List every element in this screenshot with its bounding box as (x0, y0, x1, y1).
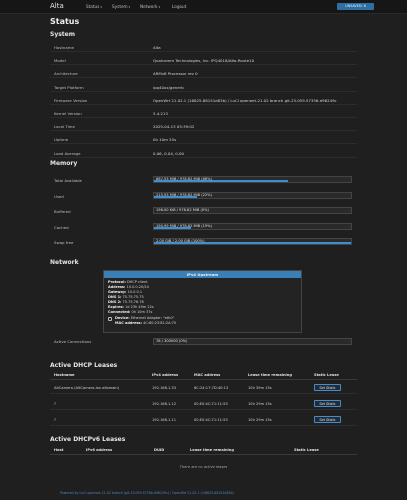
upstream-line-value: 75.75.75.75 (122, 295, 144, 299)
upstream-line (108, 295, 144, 299)
upstream-line (108, 285, 149, 289)
device-line: Device: Ethernet Adapter: "eth0" (115, 316, 175, 320)
col-hostname: Hostname (54, 373, 75, 377)
dhcpv6-section-title: Active DHCPv6 Leases (50, 436, 126, 443)
memory-row (50, 205, 357, 217)
top-navbar (0, 0, 407, 14)
upstream-line-label: Expires: (108, 305, 124, 309)
upstream-line-value: DHCP client (126, 280, 148, 284)
dhcpv6-table-header (50, 445, 357, 455)
chevron-down-icon: ▾ (158, 5, 160, 9)
system-row-value: 0.06, 0.04, 0.00 (153, 150, 184, 156)
memory-bar (153, 238, 352, 245)
upstream-line-value: 75.75.76.76 (122, 300, 144, 304)
ipv4-upstream-header: IPv4 Upstream (104, 271, 301, 278)
system-row-key: Target Platform (54, 84, 84, 90)
system-row (50, 81, 357, 92)
system-row (50, 107, 357, 118)
page-title: Status (50, 17, 80, 26)
active-connections-value: 78 / 300000 (0%) (156, 339, 188, 343)
nav-status[interactable]: Status▾ (86, 4, 102, 9)
system-row-value: 2025-04-13 05:39:02 (153, 124, 195, 130)
dhcp-lease-row (50, 381, 357, 394)
dhcp-cell-mac: 6C:24:17:7D:40:13 (194, 386, 229, 390)
system-row-value: 0h 10m 55s (153, 137, 177, 143)
col-host: Host (54, 448, 64, 452)
col-static: Static Lease (314, 373, 339, 377)
system-row (50, 41, 357, 52)
upstream-line-value: 1d 23h 49m 22s (125, 305, 154, 309)
upstream-line-label: Protocol: (108, 280, 126, 284)
dhcp-cell-mac: 00:E0:4C:71:11:53 (194, 418, 228, 422)
memory-bar (153, 207, 352, 214)
active-connections-row (50, 337, 357, 347)
memory-row-key: Total Available (54, 178, 82, 183)
ethernet-port-icon (108, 317, 112, 321)
set-static-button[interactable]: Set Static (314, 384, 341, 391)
active-connections-bar (153, 338, 352, 345)
dhcp-cell-ip: 192.168.1.33 (152, 386, 177, 390)
system-row-key: Kernel Version (54, 111, 82, 116)
memory-bar (153, 192, 352, 199)
system-row-key: Uptime (54, 137, 69, 143)
upstream-line-value: 10.0.0.20/24 (126, 285, 149, 289)
dhcp-cell-host: AltCamera (AltCamera.lan.altsmain) (54, 386, 120, 390)
network-section-title: Network (50, 259, 79, 266)
upstream-line-label: Address: (108, 285, 126, 289)
no-leases-note: There are no active leases (179, 465, 228, 469)
memory-bar (153, 176, 352, 183)
dhcp-cell-ip: 192.168.1.12 (152, 402, 177, 406)
upstream-line (108, 310, 152, 314)
system-row (50, 94, 357, 105)
upstream-line-label: DNS 2: (108, 300, 122, 304)
dhcp-section-title: Active DHCP Leases (50, 362, 118, 369)
memory-bar-text: 190.99 MiB / 978.82 MiB (19%) (156, 223, 212, 228)
dhcp-lease-row (50, 413, 357, 426)
upstream-line-label: Gateway: (108, 290, 127, 294)
upstream-line (108, 305, 154, 309)
system-row-key: Architecture (54, 71, 78, 77)
col-ipv4: IPv4 address (152, 373, 179, 377)
system-row-value: ARMv8 Processor rev 0 (153, 71, 198, 77)
memory-row (50, 174, 357, 186)
chevron-down-icon: ▾ (128, 5, 131, 9)
system-row-key: Load Average (54, 150, 81, 156)
upstream-line (108, 280, 148, 284)
system-row (50, 147, 357, 158)
nav-logout[interactable]: Logout (172, 4, 187, 9)
system-row-value: 5.4.213 (153, 111, 168, 116)
system-row-key: Local Time (54, 124, 75, 130)
nav-system[interactable]: System▾ (112, 4, 131, 9)
system-row (50, 67, 357, 78)
dhcp-cell-lease: 10h 29m 15s (248, 402, 272, 406)
system-row-key: Hostname (54, 45, 74, 50)
system-row-key: Model (54, 58, 66, 64)
mac-line: MAC address: 4C:80:23:81:2A:70 (115, 321, 177, 325)
col-duid: DUID (154, 448, 165, 452)
memory-row (50, 236, 357, 248)
col-mac: MAC address (194, 373, 221, 377)
col-ipv6: IPv6 address (86, 448, 113, 452)
dhcp-cell-host: ? (54, 402, 56, 406)
dhcp-cell-ip: 192.168.1.11 (152, 418, 177, 422)
col-static-v6: Static Lease (294, 448, 319, 452)
memory-bar-text: 215.93 MiB / 978.82 MiB (22%) (156, 192, 212, 197)
ipv4-upstream-card (103, 270, 302, 333)
col-lease-v6: Lease time remaining (190, 448, 234, 452)
memory-section-title: Memory (50, 160, 78, 167)
memory-row (50, 190, 357, 202)
memory-row (50, 221, 357, 233)
upstream-line (108, 290, 142, 294)
dhcp-lease-row (50, 397, 357, 410)
memory-row-key: Cached (54, 224, 69, 230)
system-row-value: Alta (153, 45, 161, 50)
memory-row-key: Swap free (54, 240, 74, 246)
footer-link[interactable]: Powered by LuCI openwrt-21.02 branch (git-23.059.57356-d96249c) / OpenWrt 21.02.1 (r16825-88151d83b) (60, 491, 234, 495)
system-section-title: System (50, 31, 75, 38)
system-row (50, 54, 357, 65)
system-row (50, 133, 357, 144)
dhcp-cell-mac: 00:E0:4C:71:11:53 (194, 402, 228, 406)
system-row-value: ipq40xx/generic (153, 84, 185, 90)
col-lease: Lease time remaining (248, 373, 292, 377)
memory-row-key: Buffered (54, 209, 71, 215)
active-connections-label: Active Connections (54, 339, 92, 344)
brand-logo[interactable]: Alta (50, 2, 64, 10)
dhcp-table-header (50, 370, 357, 380)
dhcp-cell-host: ? (54, 418, 56, 422)
system-row (50, 120, 357, 131)
footer (0, 487, 407, 500)
memory-bar-text: 196.00 KiB / 978.82 MiB (0%) (156, 208, 209, 213)
nav-network[interactable]: Network▾ (140, 4, 160, 9)
memory-bar (153, 223, 352, 230)
dhcp-cell-lease: 10h 29m 15s (248, 418, 272, 422)
upstream-line (108, 300, 144, 304)
upstream-line-label: Connected: (108, 310, 131, 314)
upstream-line-label: DNS 1: (108, 295, 122, 299)
memory-row-key: Used (54, 193, 64, 199)
upstream-line-value: 10.0.0.1 (127, 290, 143, 294)
set-static-button[interactable]: Set Static (314, 400, 341, 407)
chevron-down-icon: ▾ (100, 5, 102, 9)
set-static-button[interactable]: Set Static (314, 416, 341, 423)
memory-bar-text: 2.00 GiB / 2.00 GiB (100%) (156, 239, 205, 244)
dhcp-cell-lease: 10h 39m 15s (248, 386, 272, 390)
system-row-value: Qualcomm Technologies, Inc. IPQ4018/Alta-Route10 (153, 58, 255, 64)
unsaved-changes-badge[interactable]: UNSAVED: 6 (337, 3, 374, 10)
system-row-value: OpenWrt 21.02.1 (16825-88151d83b) / LuCI openwrt-21.02 branch git-23.059.57356-d96249c (153, 97, 337, 103)
upstream-line-value: 0h 10m 37s (131, 310, 153, 314)
system-row-key: Firmware Version (54, 97, 88, 103)
memory-bar-text: 687.53 MiB / 978.82 MiB (68%) (156, 177, 212, 181)
